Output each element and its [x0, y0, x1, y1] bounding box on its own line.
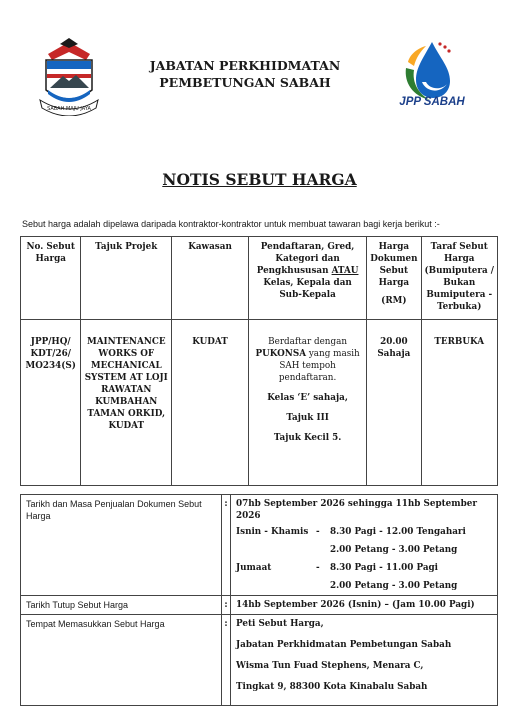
header-kawasan: Kawasan: [172, 237, 249, 320]
sabah-crest-icon: [38, 38, 100, 116]
jualan-label: Tarikh dan Masa Penjualan Dokumen Sebut Harga: [21, 495, 222, 596]
org-name-line2: PEMBETUNGAN SABAH: [159, 75, 331, 90]
tutup-row: Tarikh Tutup Sebut Harga : 14hb September 2026 (Isnin) – (Jam 10.00 Pagi): [21, 596, 498, 615]
cell-tajuk-projek: MAINTENANCE WORKS OF MECHANICAL SYSTEM AT LOJI RAWATAN KUMBAHAN TAMAN ORKID, KUDAT: [81, 320, 172, 486]
header-harga-dokumen: Harga Dokumen Sebut Harga (RM): [367, 237, 421, 320]
cell-no-sebut-harga: JPP/HQ/ KDT/26/ MO234(S): [21, 320, 81, 486]
intro-text: Sebut harga adalah dipelawa daripada kontraktor-kontraktor untuk membuat tawaran bagi kerja berikut :-: [22, 219, 440, 229]
tempat-value: Peti Sebut Harga, Jabatan Perkhidmatan Pembetungan Sabah Wisma Tun Fuad Stephens, Menara C, Tingkat 9, 88300 Kota Kinabalu Sabah: [231, 615, 498, 706]
header-pendaftaran: Pendaftaran, Gred, Kategori dan Pengkhususan ATAU Kelas, Kepala dan Sub-Kepala: [248, 237, 366, 320]
sales-schedule: Isnin - Khamis - 8.30 Pagi - 12.00 Tengahari 2.00 Petang - 3.00 Petang Jumaat - 8.30 Pagi - 11.00 Pagi 2.00 Petang - 3.00 Petang: [236, 527, 466, 591]
tempat-label: Tempat Memasukkan Sebut Harga: [21, 615, 222, 706]
table-header-row: [21, 237, 498, 320]
notice-title: NOTIS SEBUT HARGA: [162, 170, 357, 189]
header-no-sebut-harga: No. Sebut Harga: [21, 237, 81, 320]
org-name-line1: JABATAN PERKHIDMATAN: [149, 58, 341, 73]
header-taraf-sebut-harga: Taraf Sebut Harga (Bumiputera / Bukan Bumiputera - Terbuka): [421, 237, 498, 320]
cell-kawasan: KUDAT: [172, 320, 249, 486]
cell-taraf: TERBUKA: [421, 320, 498, 486]
cell-pendaftaran: Berdaftar dengan PUKONSA yang masih SAH tempoh pendaftaran. Kelas ‘E’ sahaja, Tajuk III Tajuk Kecil 5.: [248, 320, 366, 486]
table-row: [21, 320, 498, 486]
tutup-value: 14hb September 2026 (Isnin) – (Jam 10.00 Pagi): [231, 596, 498, 615]
header-tajuk-projek: Tajuk Projek: [81, 237, 172, 320]
jpp-sabah-logo-icon: [400, 38, 460, 102]
cell-harga: 20.00 Sahaja: [367, 320, 421, 486]
svg-text:SABAH MAJU JAYA: SABAH MAJU JAYA: [47, 106, 91, 112]
brand-label: JPP SABAH: [399, 96, 465, 108]
jualan-value: 07hb September 2026 sehingga 11hb September 2026 Isnin - Khamis - 8.30 Pagi - 12.00 Tengahari 2.00 Petang - 3.00 Petang Jumaat - 8.30 Pagi - 11.00 Pagi 2.00 Petang - 3.00 Petang: [231, 495, 498, 596]
tutup-label: Tarikh Tutup Sebut Harga: [21, 596, 222, 615]
organisation-name: [130, 57, 360, 91]
details-table: [20, 494, 498, 706]
tempat-row: Tempat Memasukkan Sebut Harga : Peti Sebut Harga, Jabatan Perkhidmatan Pembetungan Sabah Wisma Tun Fuad Stephens, Menara C, Tingkat 9, 88300 Kota Kinabalu Sabah: [21, 615, 498, 706]
quotation-table: [20, 236, 498, 486]
jualan-row: Tarikh dan Masa Penjualan Dokumen Sebut Harga : 07hb September 2026 sehingga 11hb September 2026 Isnin - Khamis - 8.30 Pagi - 12.00 Tengahari 2.00 Petang - 3.00 Petang Jumaat - 8.30 Pagi - 11.00 Pagi 2.00 Petang - 3.00 Petang: [21, 495, 498, 596]
